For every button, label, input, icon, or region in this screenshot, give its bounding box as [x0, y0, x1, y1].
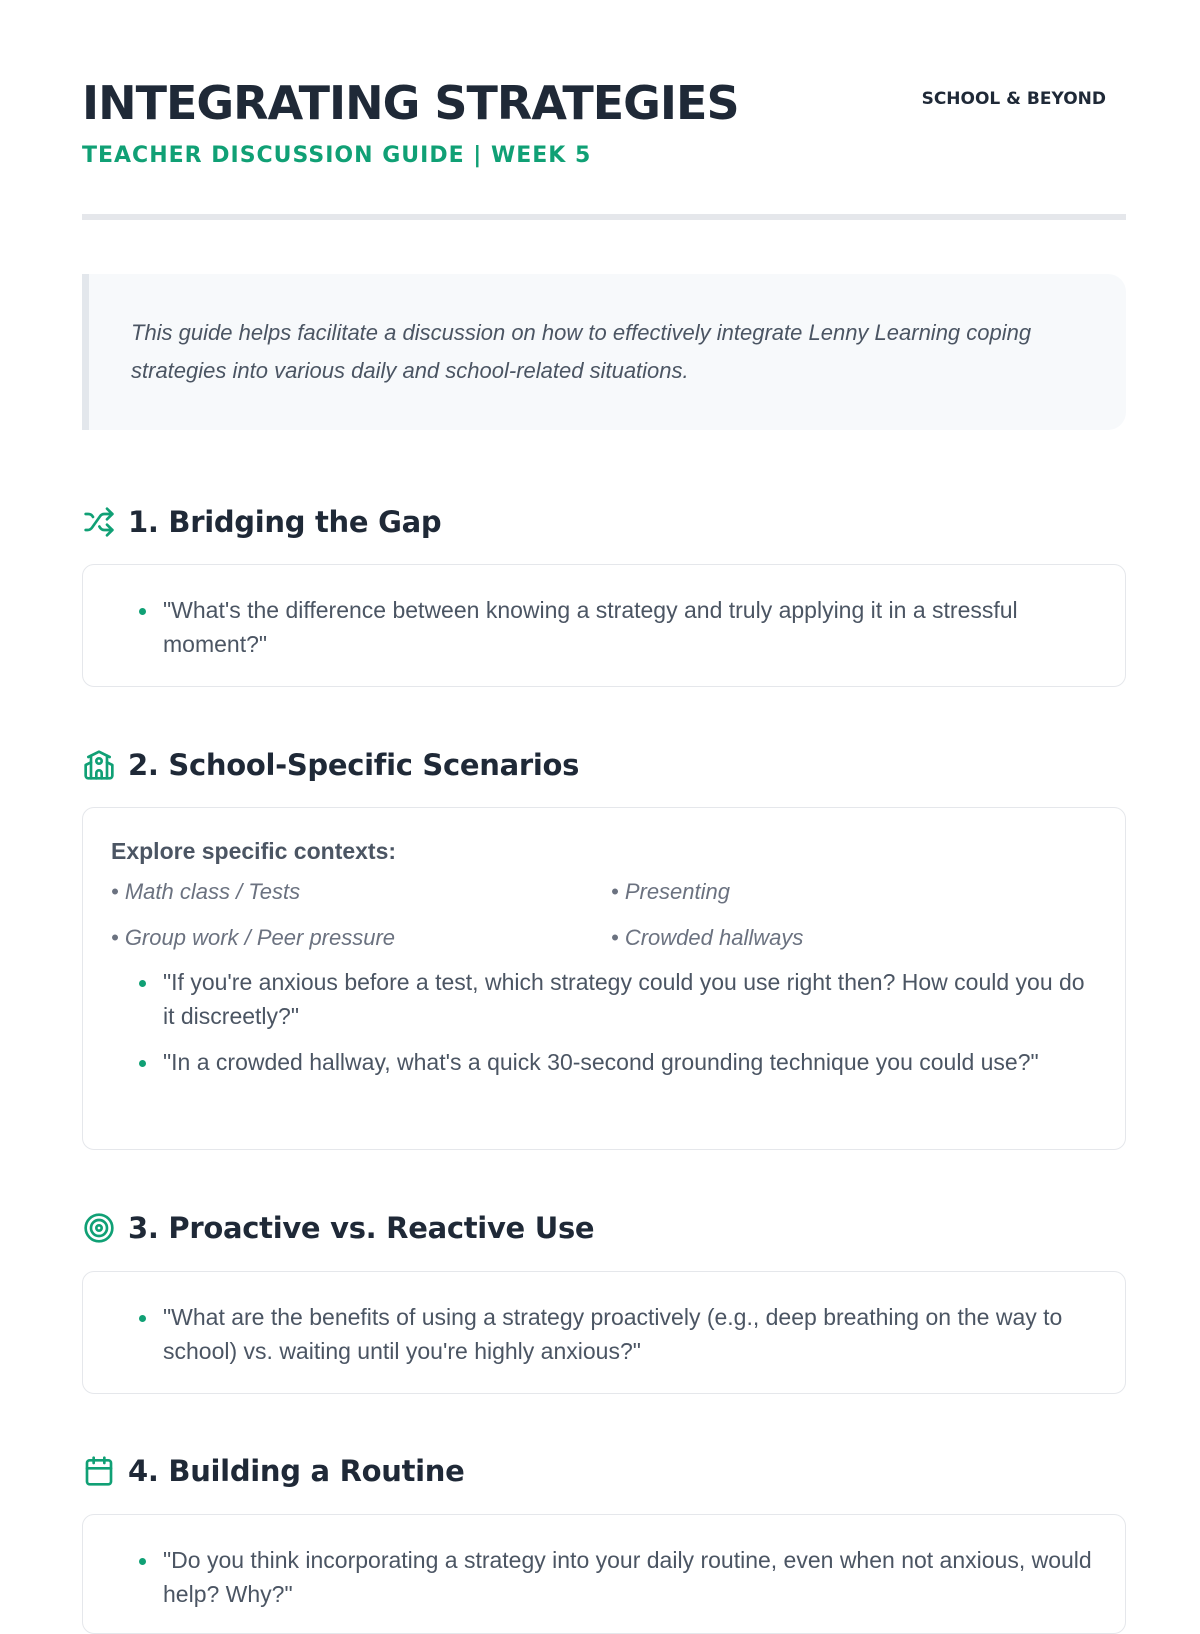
section-card — [82, 1514, 1126, 1634]
context-item: • Math class / Tests — [111, 879, 301, 904]
section-heading — [82, 502, 441, 542]
section-title: 4. Building a Routine — [128, 1454, 465, 1488]
question-item: "What are the benefits of using a strategy proactively (e.g., deep breathing on the way to school) vs. waiting until you're highly anxious?" — [83, 1300, 1125, 1368]
question-item: "Do you think incorporating a strategy into your daily routine, even when not anxious, would help? Why?" — [83, 1543, 1125, 1611]
section-heading — [82, 1208, 594, 1248]
header — [82, 0, 1126, 220]
discussion-guide-page — [82, 0, 1126, 1607]
question-list — [83, 965, 1125, 1079]
context-item: • Group work / Peer pressure — [111, 925, 396, 950]
contexts-label: Explore specific contexts: — [111, 838, 397, 864]
question-item: "In a crowded hallway, what's a quick 30-second grounding technique you could use?" — [83, 1045, 1125, 1079]
question-list — [83, 593, 1125, 661]
calendar-icon — [82, 1454, 116, 1488]
brand-label: SCHOOL & BEYOND — [921, 89, 1106, 109]
section-card — [82, 1271, 1126, 1394]
question-list — [83, 1543, 1125, 1611]
section-heading — [82, 1451, 465, 1491]
question-list — [83, 1300, 1125, 1368]
school-icon — [82, 748, 116, 782]
shuffle-icon — [82, 505, 116, 539]
section-heading — [82, 745, 579, 785]
section-card — [82, 807, 1126, 1150]
page-subtitle: TEACHER DISCUSSION GUIDE | WEEK 5 — [82, 143, 592, 168]
section-title: 3. Proactive vs. Reactive Use — [128, 1211, 595, 1245]
contexts-grid — [111, 875, 1125, 955]
intro-callout: This guide helps facilitate a discussion on how to effectively integrate Lenny Learning coping strategies into various daily and school-related situations. — [82, 274, 1126, 430]
section-title: 1. Bridging the Gap — [128, 505, 442, 539]
section-card — [82, 564, 1126, 687]
page-title: INTEGRATING STRATEGIES — [82, 76, 739, 130]
section-title: 2. School-Specific Scenarios — [128, 748, 580, 782]
target-icon — [82, 1211, 116, 1245]
context-item: • Presenting — [611, 879, 730, 904]
question-item: "If you're anxious before a test, which strategy could you use right then? How could you do it discreetly?" — [83, 965, 1125, 1033]
context-item: • Crowded hallways — [611, 925, 804, 950]
question-item: "What's the difference between knowing a strategy and truly applying it in a stressful moment?" — [83, 593, 1125, 661]
